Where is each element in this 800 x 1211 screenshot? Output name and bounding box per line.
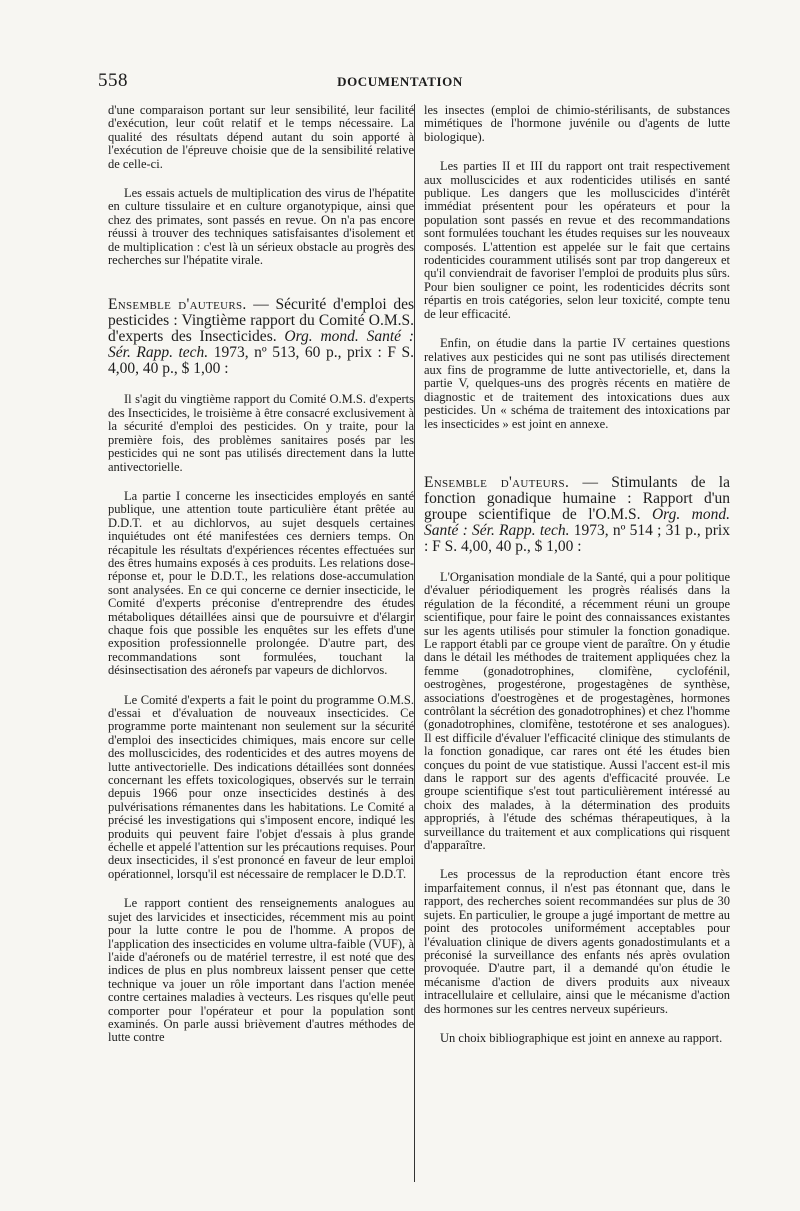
bibliographic-entry-heading: [424, 475, 730, 555]
paragraph: Les processus de la reproduction étant encore très imparfaitement connus, il n'est pas étonnant que, dans le rapport, des recherches soient recommandées sur plus de 30 sujets. En particulier, le groupe a jugé important de mettre au point des protocoles uniformément acceptables pour l'évaluation clinique de divers agents gonadostimulants et a préconisé la surveillance des enfants nés après ovulation provoquée. D'autre part, il a demandé qu'on étudie le mécanisme d'action de divers produits aux niveaux intracellulaire et cellulaire, ainsi que le mécanisme d'action des hormones sur les centres nerveux supérieurs.: [424, 867, 730, 1016]
entry-details: 1973, nº 513, 60 p., prix : F S. 4,00, 40 p., $ 1,00 :: [108, 344, 414, 378]
entry-series: Org. mond. Santé : Sér. Rapp. tech.: [108, 328, 414, 362]
paragraph: les insectes (emploi de chimio-stérilisants, de substances mimétiques de l'hormone juvénile ou d'agents de lutte biologique).: [424, 103, 730, 144]
entry-series: Org. mond. Santé : Sér. Rapp. tech.: [424, 505, 730, 539]
paragraph: Enfin, on étudie dans la partie IV certaines questions relatives aux pesticides qui ne sont pas utilisés directement aux fins de programme de lutte antivectorielle, et, dans la partie V, quelques-uns des progrès récents en matière de diagnostic et de traitement des intoxications dues aux pesticides. Un « schéma de traitement des intoxications par les insecticides » est joint en annexe.: [424, 336, 730, 431]
page-number: 558: [98, 70, 128, 91]
bibliographic-entry-heading: [108, 297, 414, 377]
right-column: [424, 104, 730, 1061]
entry-author: Ensemble d'auteurs.: [108, 296, 247, 314]
entry-title: — Sécurité d'emploi des pesticides : Vingtième rapport du Comité O.M.S. d'experts des Insecticides.: [108, 296, 415, 346]
paragraph: Un choix bibliographique est joint en annexe au rapport.: [440, 1030, 723, 1045]
paragraph: La partie I concerne les insecticides employés en santé publique, une attention toute particulière étant prêtée au D.D.T. et au dichlorvos, au sujet desquels certaines inquiétudes ont été manifestées ces derniers temps. On récapitule les résultats d'expériences récentes effectuées sur des êtres humains exposés à ces produits. Les relations dose-réponse et, pour le D.D.T., les relations dose-accumulation sont analysées. En ce qui concerne ce dernier insecticide, le Comité d'experts préconise d'entreprendre des études métaboliques détaillées ainsi que de poursuivre et d'élargir chaque fois que possible les enquêtes sur les effets d'une exposition professionnelle prolongée. D'autre part, des recommandations sont formulées, touchant la désinsectisation des aéronefs par vapeurs de dichlorvos.: [108, 488, 414, 678]
paragraph: Le rapport contient des renseignements analogues au sujet des larvicides et insecticides, récemment mis au point pour la lutte contre le pou de l'homme. A propos de l'application des insecticides en volume ultra-faible (VUF), à l'aide d'aéronefs ou de matériel terrestre, il est noté que des indices de plus en plus nombreux laissent penser que cette technique va jouer un rôle important dans l'action menée contre certaines maladies à vecteurs. Les risques qu'elle peut comporter pour l'opérateur et pour la population sont examinés. On parle aussi brièvement d'autres méthodes de lutte contre: [108, 896, 414, 1045]
paragraph: Le Comité d'experts a fait le point du programme O.M.S. d'essai et d'évaluation de nouveaux insecticides. Ce programme porte maintenant non seulement sur la sécurité d'emploi des insecticides chimiques, mais encore sur celle des molluscicides, des rodenticides et des autres moyens de lutte antivectorielle. Des indications détaillées sont données concernant les effets toxicologiques, observés sur le terrain depuis 1966 pour onze insecticides destinés à des pulvérisations rémanentes dans les habitations. Le Comité a précisé les investigations qui s'imposent encore, indiqué les produits qui peuvent faire l'objet d'essais à plus grande échelle et appelé l'attention sur les précautions requises. Pour deux insecticides, il s'est prononcé en faveur de leur emploi opérationnel, lorsqu'il est nécessaire de remplacer le D.D.T.: [108, 692, 414, 881]
paragraph: Les essais actuels de multiplication des virus de l'hépatite en culture tissulaire et en culture organotypique, ainsi que chez des primates, sont passés en revue. On n'a pas encore réussi à trouver des techniques satisfaisantes d'isolement et de multiplication : c'est là un sérieux obstacle au progrès des recherches sur l'hépatite virale.: [108, 186, 414, 268]
paragraph: L'Organisation mondiale de la Santé, qui a pour politique d'évaluer périodiquement les progrès réalisés dans la régulation de la fécondité, a récemment réuni un groupe scientifique, pour faire le point des connaissances existantes sur les agents utilisés pour stimuler la fonction gonadique. Le rapport établi par ce groupe vient de paraître. On y étudie dans le détail les méthodes de traitement appliquées chez la femme (gonadotrophines, clomifène, cyclofénil, oestrogènes, progestérone, progestagènes de synthèse, associations d'oestrogènes et de progestagènes, hormones contrôlant la sécrétion des gonadotrophines) et chez l'homme (gonadotrophines, clomifène, testotérone et ses analogues). Il est difficile d'évaluer l'efficacité clinique des stimulants de la fonction gonadique, car rares ont été les études bien conçues du point de vue statistique. Aussi l'accent est-il mis dans le rapport sur des agents d'efficacité prouvée. Le groupe scientifique s'est tout particulièrement intéressé au choix des malades, à la détermination des produits appropriés, à l'étude des schémas thérapeutiques, à la surveillance du traitement et aux complications qui risquent d'apparaître.: [424, 569, 730, 853]
left-column: [108, 104, 414, 1061]
paragraph: Il s'agit du vingtième rapport du Comité O.M.S. d'experts des Insecticides, le troisième à être consacré exclusivement à la sécurité d'emploi des pesticides. On y traite, pour la première fois, des problèmes sanitaires posés par les pesticides qui ne sont pas utilisés directement dans la lutte antivectorielle.: [108, 392, 414, 474]
entry-details: 1973, nº 514 ; 31 p., prix : F S. 4,00, 40 p., $ 1,00 :: [424, 521, 730, 555]
entry-title: — Stimulants de la fonction gonadique humaine : Rapport d'un groupe scientifique de l'O.M.S.: [424, 473, 730, 523]
column-divider: [414, 104, 415, 1182]
paragraph: d'une comparaison portant sur leur sensibilité, leur facilité d'exécution, leur coût relatif et le temps nécessaire. La qualité des résultats dépend autant du soin apporté à l'exécution de l'épreuve choisie que de la sensibilité relative de celle-ci.: [108, 103, 414, 171]
paragraph: Les parties II et III du rapport ont trait respectivement aux molluscicides et aux rodenticides utilisés en santé publique. Les dangers que les molluscicides d'intérêt immédiat présentent pour les opérateurs et pour la population sont passés en revue et des recommandations sont formulées touchant les études requises sur les nouveaux composés. L'attention est appelée sur le fait que certains rodenticides couramment utilisés sont par trop dangereux et qu'il conviendrait de favoriser l'emploi de produits plus sûrs. Pour bien souligner ce point, les rodenticides décrits sont répartis en trois catégories, selon leur toxicité, compte tenu de leur efficacité.: [424, 159, 730, 321]
entry-author: Ensemble d'auteurs.: [424, 473, 570, 491]
running-title: DOCUMENTATION: [337, 74, 463, 89]
